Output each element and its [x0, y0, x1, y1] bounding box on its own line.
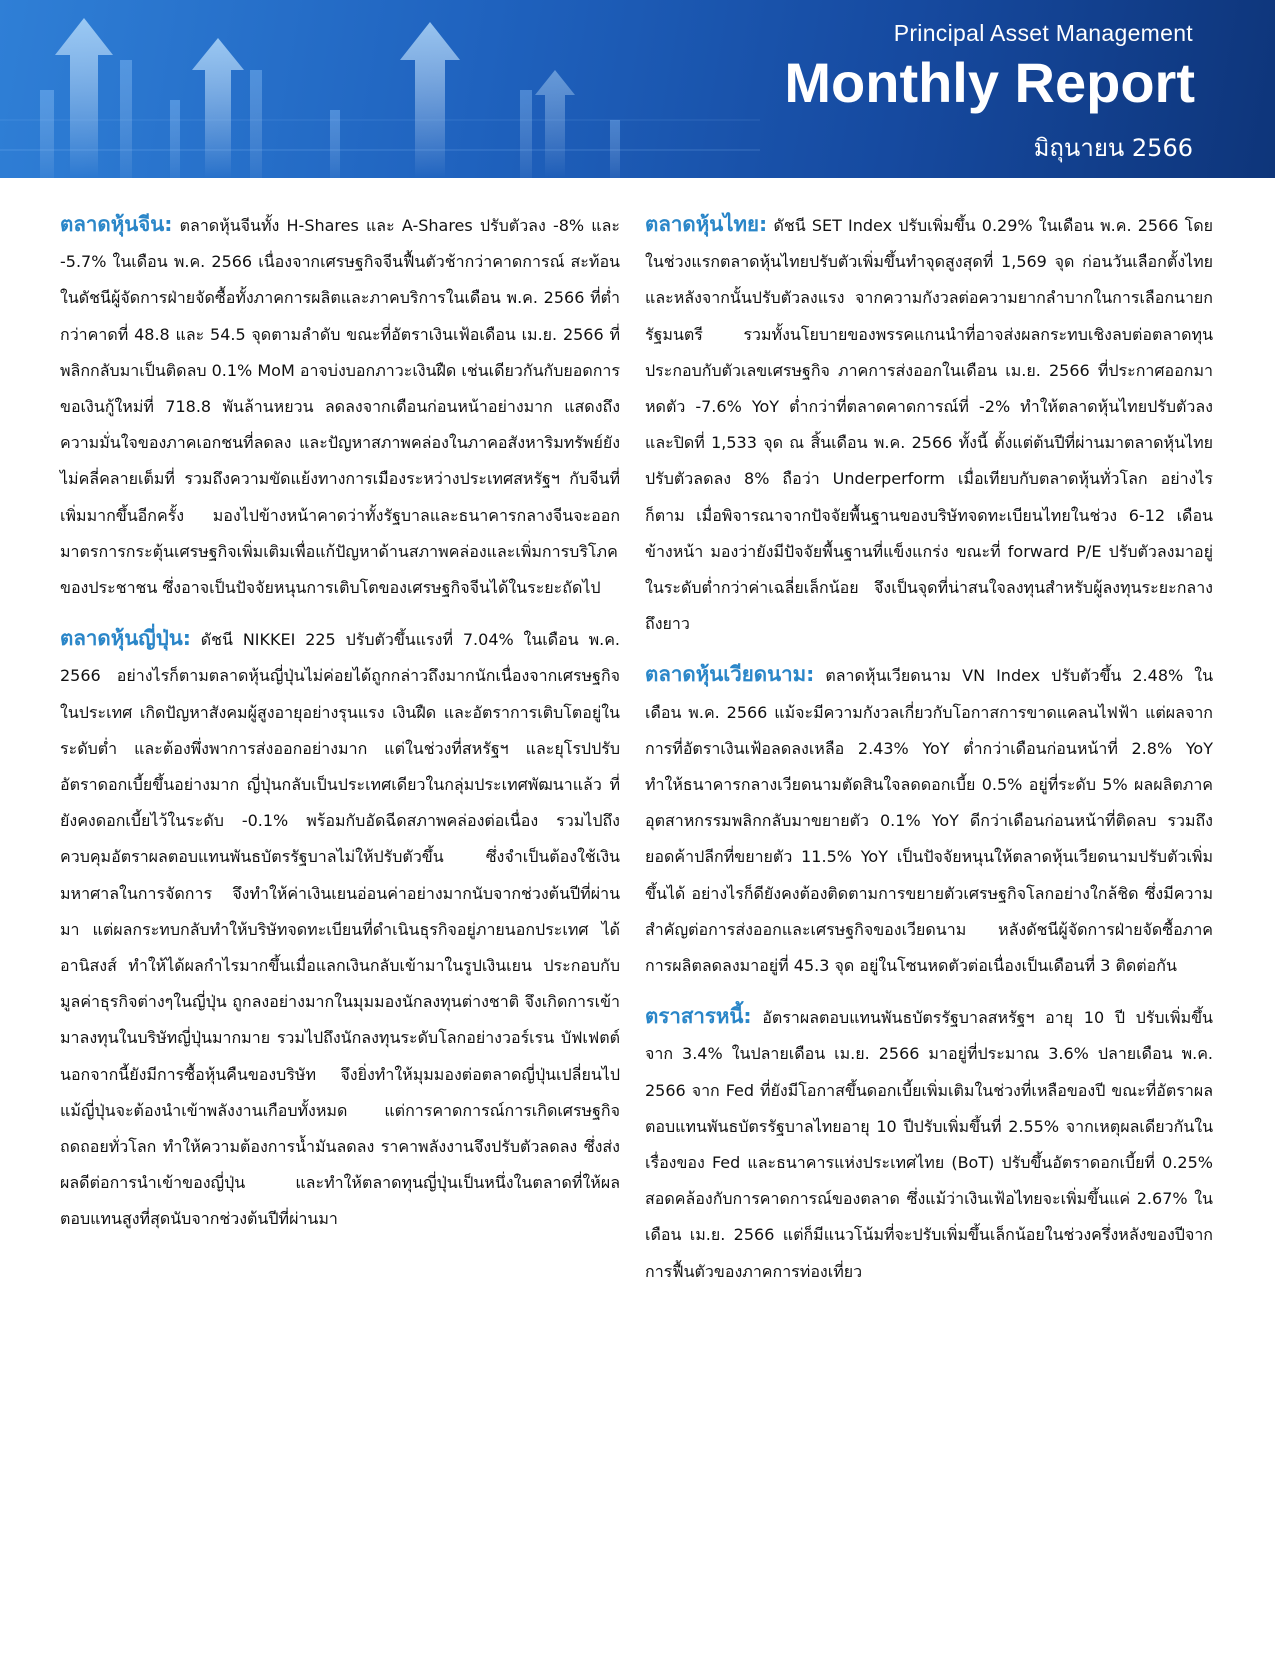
bond-market-section: [645, 998, 1213, 1290]
japan-market-section: [60, 620, 620, 1237]
china-market-section: [60, 206, 620, 606]
thai-market-section: [645, 206, 1213, 642]
japan-market-body: ดัชนี NIKKEI 225 ปรับตัวขึ้นแรงที่ 7.04% ในเดือน พ.ค. 2566 อย่างไรก็ตามตลาดหุ้นญี่ปุ่นไม่ค่อยได้ถูกกล่าวถึงมากนักเนื่องจากเศรษฐกิจในประเทศ เกิดปัญหาสังคมผู้สูงอายุอย่างรุนแรง เงินฝืด และอัตราการเติบโตอยู่ในระดับต่ำ และต้องพึ่งพาการส่งออกอย่างมาก แต่ในช่วงที่สหรัฐฯ และยุโรปปรับอัตราดอกเบี้ยขึ้นอย่างมาก ญี่ปุ่นกลับเป็นประเทศเดียวในกลุ่มประเทศพัฒนาแล้ว ที่ยังคงดอกเบี้ยไว้ในระดับ -0.1% พร้อมกับอัดฉีดสภาพคล่องต่อเนื่อง รวมไปถึงควบคุมอัตราผลตอบแทนพันธบัตรรัฐบาลไม่ให้ปรับตัวขึ้น ซึ่งจำเป็นต้องใช้เงินมหาศาลในการจัดการ จึงทำให้ค่าเงินเยนอ่อนค่าอย่างมากนับจากช่วงต้นปีที่ผ่านมา แต่ผลกระทบกลับทำให้บริษัทจดทะเบียนที่ดำเนินธุรกิจอยู่ภายนอกประเทศ ได้อานิสงส์ ทำให้ได้ผลกำไรมากขึ้นเมื่อแลกเงินกลับเข้ามาในรูปเงินเยน ประกอบกับมูลค่าธุรกิจต่างๆในญี่ปุ่น ถูกลงอย่างมากในมุมมองนักลงทุนต่างชาติ จึงเกิดการเข้ามาลงทุนในบริษัทญี่ปุ่นมากมาย รวมไปถึงนักลงทุนระดับโลกอย่างวอร์เรน บัฟเฟตต์ นอกจากนี้ยังมีการซื้อหุ้นคืนของบริษัท จึงยิ่งทำให้มุมมองต่อตลาดญี่ปุ่นเปลี่ยนไป แม้ญี่ปุ่นจะต้องนำเข้าพลังงานเกือบทั้งหมด แต่การคาดการณ์การเกิดเศรษฐกิจถดถอยทั่วโลก ทำให้ความต้องการน้ำมันลดลง ราคาพลังงานจึงปรับตัวลดลง ซึ่งส่งผลดีต่อการนำเข้าของญี่ปุ่น และทำให้ตลาดทุนญี่ปุ่นเป็นหนึ่งในตลาดที่ให้ผลตอบแทนสูงที่สุดนับจากช่วงต้นปีที่ผ่านมา: [60, 630, 620, 1229]
china-market-heading: ตลาดหุ้นจีน:: [60, 212, 173, 236]
japan-market-heading: ตลาดหุ้นญี่ปุ่น:: [60, 626, 191, 651]
report-date: มิถุนายน 2566: [1033, 134, 1193, 162]
left-column: [60, 206, 620, 1238]
rising-arrows-graphic: [0, 0, 760, 178]
china-market-body: ตลาดหุ้นจีนทั้ง H-Shares และ A-Shares ปรับตัวลง -8% และ -5.7% ในเดือน พ.ค. 2566 เนื่องจากเศรษฐกิจจีนฟื้นตัวช้ากว่าคาดการณ์ สะท้อนในดัชนีผู้จัดการฝ่ายจัดซื้อทั้งภาคการผลิตและภาคบริการในเดือน พ.ค. 2566 ที่ต่ำกว่าคาดที่ 48.8 และ 54.5 จุดตามลำดับ ขณะที่อัตราเงินเฟ้อเดือน เม.ย. 2566 ที่พลิกกลับมาเป็นติดลบ 0.1% MoM อาจบ่งบอกภาวะเงินฝืด เช่นเดียวกันกับยอดการขอเงินกู้ใหม่ที่ 718.8 พันล้านหยวน ลดลงจากเดือนก่อนหน้าอย่างมาก แสดงถึงความมั่นใจของภาคเอกชนที่ลดลง และปัญหาสภาพคล่องในภาคอสังหาริมทรัพย์ยังไม่คลี่คลายเต็มที่ รวมถึงความขัดแย้งทางการเมืองระหว่างประเทศสหรัฐฯ กับจีนที่เพิ่มมากขึ้นอีกครั้ง มองไปข้างหน้าคาดว่าทั้งรัฐบาลและธนาคารกลางจีนจะออกมาตรการกระตุ้นเศรษฐกิจเพิ่มเติมเพื่อแก้ปัญหาด้านสภาพคล่องและเพิ่มการบริโภคของประชาชน ซึ่งอาจเป็นปัจจัยหนุนการเติบโตของเศรษฐกิจจีนได้ในระยะถัดไป: [60, 216, 620, 598]
report-title: Monthly Report: [784, 51, 1195, 114]
vietnam-market-section: [645, 656, 1213, 984]
thai-market-heading: ตลาดหุ้นไทย:: [645, 212, 768, 236]
organization-name: Principal Asset Management: [893, 20, 1193, 46]
vietnam-market-body: ตลาดหุ้นเวียดนาม VN Index ปรับตัวขึ้น 2.48% ในเดือน พ.ค. 2566 แม้จะมีความกังวลเกี่ยวกับโอกาสการขาดแคลนไฟฟ้า แต่ผลจากการที่อัตราเงินเฟ้อลดลงเหลือ 2.43% YoY ต่ำกว่าเดือนก่อนหน้าที่ 2.8% YoY ทำให้ธนาคารกลางเวียดนามตัดสินใจลดดอกเบี้ย 0.5% อยู่ที่ระดับ 5% ผลผลิตภาคอุตสาหกรรมพลิกกลับมาขยายตัว 0.1% YoY ดีกว่าเดือนก่อนหน้าที่ติดลบ รวมถึงยอดค้าปลีกที่ขยายตัว 11.5% YoY เป็นปัจจัยหนุนให้ตลาดหุ้นเวียดนามปรับตัวเพิ่มขึ้นได้ อย่างไรก็ดียังคงต้องติดตามการขยายตัวเศรษฐกิจโลกอย่างใกล้ชิด ซึ่งมีความสำคัญต่อการส่งออกและเศรษฐกิจของเวียดนาม หลังดัชนีผู้จัดการฝ่ายจัดซื้อภาคการผลิตลดลงมาอยู่ที่ 45.3 จุด อยู่ในโซนหดตัวต่อเนื่องเป็นเดือนที่ 3 ติดต่อกัน: [645, 666, 1213, 976]
vietnam-market-heading: ตลาดหุ้นเวียดนาม:: [645, 662, 815, 687]
thai-market-body: ดัชนี SET Index ปรับเพิ่มขึ้น 0.29% ในเดือน พ.ค. 2566 โดยในช่วงแรกตลาดหุ้นไทยปรับตัวเพิ่มขึ้นทำจุดสูงสุดที่ 1,569 จุด ก่อนวันเลือกตั้งไทย และหลังจากนั้นปรับตัวลงแรง จากความกังวลต่อความยากลำบากในการเลือกนายกรัฐมนตรี รวมทั้งนโยบายของพรรคแกนนำที่อาจส่งผลกระทบเชิงลบต่อตลาดทุน ประกอบกับตัวเลขเศรษฐกิจ ภาคการส่งออกในเดือน เม.ย. 2566 ที่ประกาศออกมาหดตัว -7.6% YoY ต่ำกว่าที่ตลาดคาดการณ์ที่ -2% ทำให้ตลาดหุ้นไทยปรับตัวลงและปิดที่ 1,533 จุด ณ สิ้นเดือน พ.ค. 2566 ทั้งนี้ ตั้งแต่ต้นปีที่ผ่านมาตลาดหุ้นไทยปรับตัวลดลง 8% ถือว่า Underperform เมื่อเทียบกับตลาดหุ้นทั่วโลก อย่างไรก็ตาม เมื่อพิจารณาจากปัจจัยพื้นฐานของบริษัทจดทะเบียนไทยในช่วง 6-12 เดือนข้างหน้า มองว่ายังมีปัจจัยพื้นฐานที่แข็งแกร่ง ขณะที่ forward P/E ปรับตัวลงมาอยู่ในระดับต่ำกว่าค่าเฉลี่ยเล็กน้อย จึงเป็นจุดที่น่าสนใจลงทุนสำหรับผู้ลงทุนระยะกลางถึงยาว: [645, 216, 1213, 634]
right-column: [645, 206, 1213, 1290]
header-banner: [0, 0, 1275, 178]
bond-market-body: อัตราผลตอบแทนพันธบัตรรัฐบาลสหรัฐฯ อายุ 10 ปี ปรับเพิ่มขึ้นจาก 3.4% ในปลายเดือน เม.ย. 2566 มาอยู่ที่ประมาณ 3.6% ปลายเดือน พ.ค. 2566 จาก Fed ที่ยังมีโอกาสขึ้นดอกเบี้ยเพิ่มเติมในช่วงที่เหลือของปี ขณะที่อัตราผลตอบแทนพันธบัตรรัฐบาลไทยอายุ 10 ปีปรับเพิ่มขึ้นที่ 2.55% จากเหตุผลเดียวกันในเรื่องของ Fed และธนาคารแห่งประเทศไทย (BoT) ปรับขึ้นอัตราดอกเบี้ยที่ 0.25% สอดคล้องกับการคาดการณ์ของตลาด ซึ่งแม้ว่าเงินเฟ้อไทยจะเพิ่มขึ้นแค่ 2.67% ในเดือน เม.ย. 2566 แต่ก็มีแนวโน้มที่จะปรับเพิ่มขึ้นเล็กน้อยในช่วงครึ่งหลังของปีจากการฟื้นตัวของภาคการท่องเที่ยว: [645, 1008, 1213, 1281]
bond-market-heading: ตราสารหนี้:: [645, 1004, 752, 1029]
